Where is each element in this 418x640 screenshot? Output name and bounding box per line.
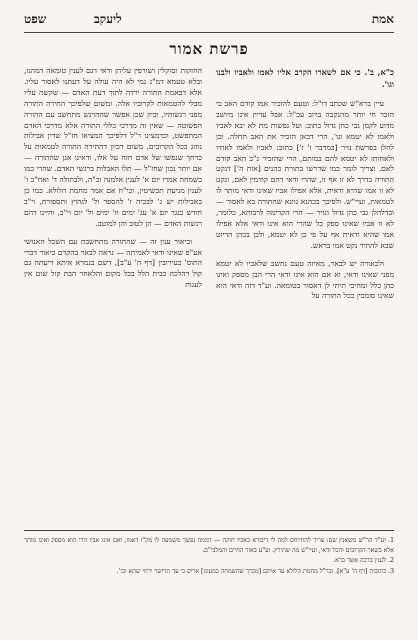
commentary-paragraph: וביאור ענין זה — שהתורה מתחשבת עם השכל האנושי אע"פ שאינו ודאי לאמיתה — נראה לבאר בהקדם ביאור דברי התוס' בעירובין [דף ה' ע"ב], דשם בגמרא איתא דיעתה גם קול דהלכה כבית הלל בכל מקום והלאחר הבת קול שום אין לענות	[24, 236, 202, 290]
section-title: פרשת אמור	[169, 40, 249, 58]
footnote-item: 1. וע"ד הר"ש משאנץ שם: צריך להתייחס למה לי דיבורא באביו חוקה — דממה נפשך משמעה לו מק"ו דאמו, ואם אינו אביו הרי הוא מספק ואינו מותר אלא בשאר הקרובים והכל ודאי, ועיי"ש מה שתירץ. וע"ע באור החיים והמלבי"ם.	[24, 537, 394, 554]
header-left-text: שפט	[24, 12, 47, 26]
right-column	[216, 66, 394, 309]
footnote-item: 2. לענין ברכה אשר ברא.	[333, 557, 394, 565]
commentary-paragraph: החזקות וסוקלין ושורפין עליהן ודאי דגם לענין טומאה דמהנו, ובלא טעמא דמ"ג נמי לא היה עולה על דעתנו לאסור עליו. אלא דבאמת התורה ירדה לתוך דעת האדם — שקשה עליו מבלי להטמאות לקרוביו אלה. ומשום שלפיכך התירה התורה מפני רגשותיו, וכיון שכן אפשר שההרגש מתחשב עם ההורה הפשוטה — שאין זה מדרכי כללי התורה אלא מדרכי האדם המתפשט, וכדמצינו ר"ל דלפיכך המציאו חז"ל שדין אבילות נוהג בכל הקרובים, משום דכיון דהתירה התורה לטמאות על כרחך שנפשו של אדם חזה על אלו, ודאינו אגן שהתורה — אם יותר נכון שחז"ל — תלו האבלות ברגשי האדם. שהרי כמו בשמחה אמרו יום א' לענין אלמנה וכ"ה, ולבתולה ד' ואח"כ ז' לענין מניעת תכשיטין, וכי"ח אם אמר מחמת הלולא. כמו כן באבילות יש ג' לבכיה ז' להספד ול' לגהוץ ותספורת, וי"ב חודש כנגד יום א' עג' ימים וז' ימים ול' יום וי"ב, והיינו דהם רגשות האדם — הן לטוב והן למוטב.	[23, 66, 202, 228]
left-column	[24, 66, 202, 298]
header-middle-text: ליעקב	[94, 12, 122, 26]
running-header	[24, 12, 394, 30]
header-right-text: אמת	[371, 12, 394, 26]
footnote-rule	[24, 530, 394, 531]
verse-citation: כ"א, ב'. כי אם לשארו הקרב אליו לאמו ולאביו ולבנו וגו'.	[216, 67, 394, 89]
footnote-item: 3. כתובות [דף ח' ע"א]. ובר"ל מחמת הלולא עד איתם [מכרך שהשמחה במעונו] אריס כי עד תרישר ירחי שתא וכו'.	[116, 567, 394, 575]
commentary-paragraph: עיין ברא"ש שכתב דו"ל: וטעם להזכיר אמו קודם האב כי הזכר חי יותר מהנקבה ברוב עכ"ל. אבל עדיין אינו מיושב מדוע לקמן גבי כהן גדול כתוב: ועל נפשות מת לא יבא לאביו ולאמו לא יטמא וגו', הרי דכאן הזכיר את האב תחלה. וכן להלן בפרשת נזיר [במדבר ו' ז'] כתוב: לאביו ולאמו לאחיו ולאחותו לא יטמא להם במותם, הרי שהזכיר ג"כ האב קודם לאם. וצריך לומר כמו שדרשו בתורת כהנים [אות ה'] דנקט התורה בדרך לא זו אף זו, שהרי ודאי דהם קודמין לאם, ונקט לא זו אמו שהיא ודאית, אלא אפילו אביו שאינו ודאי מותר לו לטמאות, ועיי"ש. ולפיכך בכהנא גוונא שהתורה בא לאסור — ובדלהלן גבי כהן גדול ונזיר — הרי הקדימה לרבותא, כלומר, לא זו אביו שאינו ספק כל שהרי הוא אינו ודאי אלא אפילו אמו שהיא ודאית אף על פי כן לא יטמא, ולכן בכהן הדיוט שבא להתיר נקט אמו בראש.	[216, 99, 394, 250]
footnotes	[24, 536, 394, 577]
header-rule	[24, 32, 394, 33]
commentary-paragraph: ולכאורה יש לבאר, מאיזה טעם נחשב שלאביו לא יטמא מפני שאינו ודאי, וא אם הוא אינו ודאי הרי הבן מספק ואינו כהן כלל ומהיכי תיתי לן דאסור בטומאה. וע"ד דזה ודאי הוא שאינו סומכין ככל התורה על	[216, 258, 394, 301]
